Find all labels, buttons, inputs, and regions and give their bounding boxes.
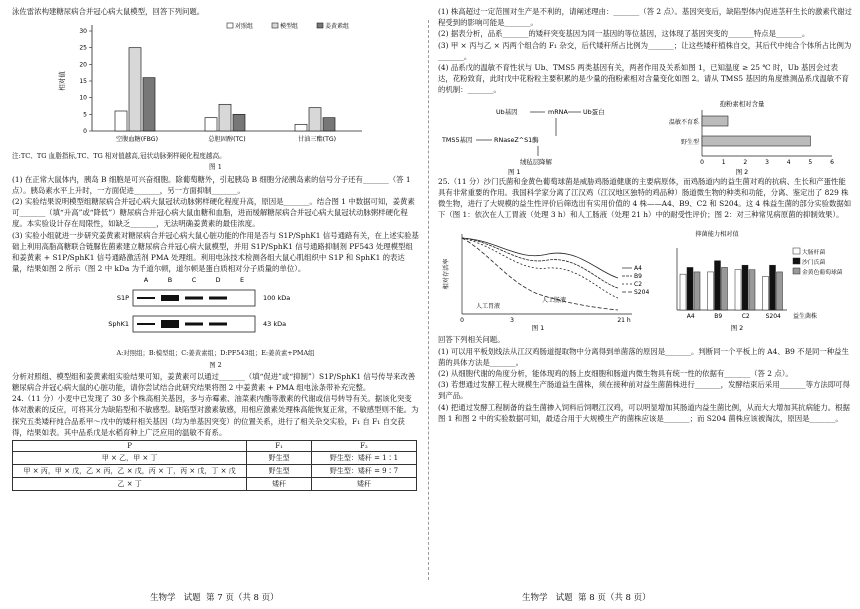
band — [185, 297, 203, 300]
band — [161, 295, 179, 301]
x-tick-label: 4 — [786, 158, 791, 166]
legend-label: 对照组 — [235, 23, 254, 31]
table-header: F₂ — [311, 441, 416, 452]
lane-label: D — [215, 276, 221, 285]
x-axis-label: 益生菌株 — [792, 313, 818, 321]
bar-模型组 — [129, 48, 141, 131]
phase-label: 人工胃液 — [476, 303, 501, 311]
sporopollenin-bar-chart — [642, 98, 852, 176]
figure-2-legend: A:对照组；B:模型组；C:姜黄素组；D:PF543组；E:姜黄素+PMA组 — [116, 349, 315, 358]
legend-label: 模型组 — [280, 23, 299, 31]
legend-swatch — [793, 268, 800, 274]
left-page — [0, 0, 425, 609]
question-r4: (4) 品系戊的温敏不育性状与 Ub、TMS5 两类基因有关，两者作用及关系如图 1，已知温度 ≥ 25 ℃ 时，Ub 基因会过表达，花粉致育，此时戊中花粉粒主要积累的是少量的孢粉素相对含量变化如图 2。请从 TMS5 基因的角度推测品系戊温敏不育的机制：_______。 — [438, 63, 849, 95]
x-tick-label: 21 h — [617, 317, 631, 325]
footer-page: 第 8 页（共 8 页） — [578, 593, 651, 603]
figure-2-caption: 图 2 — [209, 360, 222, 369]
table-cell: 乙 × 丁 — [13, 478, 247, 491]
band — [209, 297, 227, 300]
right-page — [432, 0, 860, 609]
legend-label: B9 — [634, 273, 642, 281]
band — [137, 297, 155, 299]
chart-title: 孢粉素相对含量 — [719, 99, 765, 108]
series-line-S204 — [462, 238, 618, 310]
pathway-diagram-svg — [438, 98, 618, 176]
pathway-diagram — [438, 98, 618, 176]
table-cell: 矮秆 — [247, 478, 312, 491]
legend-swatch — [317, 23, 323, 28]
phase-label: 人工肠液 — [542, 297, 567, 305]
bar-对照组 — [295, 125, 307, 132]
intro-text: 泳佐雷浓构建糖尿病合并冠心病大鼠模型，回答下列问题。 — [12, 7, 205, 16]
question-1: (1) 在正常大鼠体内，胰岛 B 细胞是可兴奋细胞。除葡萄糖外，引起胰岛 B 细胞分泌胰岛素的信号分子还有_______（答 1 点）。胰岛素水平上升时，一方面促进_______，另一方面抑制_______。 — [12, 174, 411, 195]
bar-金黄色葡萄球菌 — [722, 268, 728, 311]
legend-label: 姜黄素组 — [325, 23, 350, 31]
series-line-C2 — [462, 238, 618, 298]
question-3: (3) 实验小组就进一步研究姜黄素对糖尿病合并冠心病大鼠心脏功能的作用是否与 S1P/SphK1 信号通路有关，在上述实验基础上利用高脂高糖联合链脲佐菌素建立糖尿病合并冠心病大鼠模型，并用 S1P/SphK1 信号通路抑制剂 PF543 处理模型组和姜黄素 + S1P/SphK1 信号通路激活剂 PMA 处理组。利用电泳技术检测各组大鼠心肌组织中 S1P 和 SphK1 的表达量，结果如图 2 所示（图 2 中 kDa 为千道尔顿，道尔顿是蛋白质相对分子质量的单位）。 — [12, 230, 419, 274]
figure-caption: 图 2 — [730, 324, 744, 333]
question-2: (2) 实验结果说明模型组糖尿病合并冠心病大鼠冠状动脉粥样硬化程度升高，原因是_______。结合图 1 中数据可知，姜黄素可_______（填“升高”或“降低”）糖尿病合并冠心病大鼠血糖和血脂，进而缓解糖尿病合并冠心病大鼠冠状动脉粥样硬化程度。本实验设计存在局限性，如缺乏_______，无法明确姜黄素的最佳浓度。 — [12, 197, 415, 229]
table-cell: 野生型：矮秆 = 1∶1 — [311, 452, 416, 465]
category-label: A4 — [686, 313, 695, 321]
bar-label: 温敏不育系 — [668, 118, 699, 126]
x-tick-label: 1 — [721, 158, 726, 166]
band — [137, 323, 155, 325]
bar-大肠杆菌 — [680, 275, 686, 311]
tapetum-label: 绒毡层降解 — [520, 157, 552, 166]
figure-1-caption: 图 1 — [209, 163, 222, 172]
question-25-2: (2) 从细胞代谢的角度分析，能体现鸡的肠上皮细胞和肠道内微生物具有统一性的依据有_______（答 2 点）。 — [438, 369, 793, 379]
page-divider — [428, 20, 429, 580]
figure-2-electrophoresis — [92, 274, 419, 348]
row-label: S1P — [116, 294, 129, 303]
tms5-label: TMS5基因 — [442, 135, 473, 144]
table-header: P — [13, 441, 247, 452]
figure-caption: 图 1 — [531, 324, 545, 333]
legend-label: A4 — [634, 265, 642, 273]
ub-protein-label: Ub蛋白 — [583, 107, 605, 116]
x-tick-label: 5 — [808, 158, 813, 166]
category-label: S204 — [765, 313, 781, 321]
question-r2: (2) 据表分析，品系_______的矮秆突变基因为同一基因的等位基因，这体现了基因突变的_______特点是_______。 — [438, 29, 810, 39]
bar-大肠杆菌 — [735, 270, 741, 310]
question-25-3: (3) 若想通过发酵工程大规模生产肠道益生菌株，须在接种前对益生菌菌株进行_______，发酵结束后采用_______等方法即可得到产品。 — [438, 380, 850, 401]
y-axis-label: 相对存活率 — [443, 258, 450, 290]
x-tick-label: 3 — [510, 317, 514, 325]
bar-金黄色葡萄球菌 — [694, 272, 700, 310]
bar-沙门氏菌 — [770, 266, 776, 311]
answer-intro: 回答下列相关问题。 — [438, 335, 505, 345]
size-label: 100 kDa — [263, 294, 291, 303]
legend-swatch — [272, 23, 278, 28]
category-label: 总胆固醇(TC) — [208, 136, 246, 144]
category-label: 甘油三酯(TG) — [297, 136, 337, 144]
mrna-label: mRNA — [548, 107, 568, 116]
footer-page: 第 7 页（共 8 页） — [206, 593, 279, 603]
size-label: 43 kDa — [263, 320, 287, 329]
legend-label: 沙门氏菌 — [802, 260, 826, 267]
footer-subject: 生物学 — [150, 593, 176, 603]
x-tick-label: 2 — [743, 158, 748, 166]
bar-对照组 — [205, 118, 217, 131]
x-tick-label: 6 — [830, 158, 834, 166]
legend-swatch — [793, 248, 800, 254]
ub-gene-label: Ub基因 — [496, 107, 518, 116]
table-row — [13, 478, 417, 491]
y-tick-label: 15 — [79, 78, 87, 86]
probiotic-figures-row — [438, 222, 852, 334]
figure-1-svg — [52, 19, 382, 147]
lane-label: B — [167, 276, 173, 285]
bar-沙门氏菌 — [742, 266, 748, 311]
bar-金黄色葡萄球菌 — [749, 270, 755, 310]
y-tick-label: 5 — [83, 111, 87, 119]
lane-label: C — [191, 276, 197, 285]
x-tick-label: 3 — [765, 158, 769, 166]
legend-label: 金黄色葡萄球菌 — [802, 270, 843, 277]
bar — [702, 116, 728, 126]
bar-大肠杆菌 — [763, 277, 769, 311]
category-label: B9 — [714, 313, 723, 321]
band — [185, 323, 203, 326]
table-cell: 矮秆 — [311, 478, 416, 491]
band — [209, 323, 227, 326]
category-label: C2 — [741, 313, 750, 321]
bar-姜黄素组 — [323, 118, 335, 131]
bar — [702, 136, 810, 146]
figure-caption: 图 2 — [735, 167, 749, 176]
question-25-4: (4) 把通过发酵工程制备的益生菌掺入饲料后饲喂江汉鸡，可以明显增加其肠道内益生菌比例，从而大大增加其抗病能力。根据图 1 和图 2 中的实验数据可知，最适合用于大规模生产的菌株应该是_______；而 S204 菌株应该被淘汰，原因是_______。 — [438, 402, 850, 423]
band — [161, 320, 179, 328]
bar-label: 野生型 — [680, 138, 699, 146]
bar-大肠杆菌 — [708, 272, 714, 310]
legend-label: 大肠杆菌 — [802, 250, 826, 257]
figure-caption: 图 1 — [508, 167, 521, 176]
cross-results-table — [12, 440, 417, 491]
bar-姜黄素组 — [233, 115, 245, 132]
left-footer — [150, 591, 279, 603]
question-25-1: (1) 可以用平板划线法从江汉鸡肠道提取物中分离得到单菌落的原因是_______。判断同一个平板上的 A4、B9 不是同一种益生菌的具体方法是_______。 — [438, 346, 849, 367]
table-cell: 甲 × 丙，甲 × 戊，乙 × 丙，乙 × 戊，丙 × 丁，丙 × 戊，丁 × 戊 — [13, 465, 247, 478]
legend-swatch — [793, 258, 800, 264]
question-25-intro: 25.（11 分）沙门氏菌和金黄色葡萄球菌是威胁鸡肠道健康的主要病原体，而鸡肠道内的益生菌对鸡的抗病、生长和产蛋性能具有非常重要的作用。我国科学家分离了江汉鸡（江汉地区独特的鸡品种）肠道微生物的种类和功能，分离、鉴定出了 829 株微生物，进行了大规模的益生性评价后筛选出有实用价值的 4 株——A4、B9、C2 和 S204。这 4 株益生菌的部分实验数据如下（图 1：依次在人工胃液（处理 3 h）和人工肠液（处理 21 h）中的耐受性评价；图 2：对三种常见病原菌的抑制效果）。 — [438, 176, 852, 220]
lane-label: A — [143, 276, 149, 285]
table-cell: 野生型 — [247, 465, 312, 478]
inhibition-bar-chart — [657, 222, 852, 334]
question-r1: (1) 株高超过一定范围对生产是不利的，请阐述理由：_______（答 2 点）。基因突变后，缺陷型体内促进茎秆生长的激素代谢过程受到的影响可能是_______。 — [438, 7, 852, 28]
y-axis-label: 相对值 — [58, 71, 66, 91]
table-row — [13, 452, 417, 465]
survival-line-chart — [438, 222, 653, 334]
figure-2-svg — [92, 274, 362, 348]
table-cell: 甲 × 乙，甲 × 丁 — [13, 452, 247, 465]
bar-沙门氏菌 — [687, 268, 693, 311]
series-line-B9 — [462, 238, 618, 288]
bar-沙门氏菌 — [715, 261, 721, 310]
figure-1-note: 注:TC、TG 血脂指标,TC、TG 相对值越高,冠状动脉粥样硬化程度越高。 — [12, 152, 226, 161]
bar-模型组 — [219, 105, 231, 132]
bar-模型组 — [309, 108, 321, 131]
table-header: F₁ — [247, 441, 312, 452]
chart-title: 抑菌能力相对值 — [695, 231, 739, 239]
y-tick-label: 10 — [79, 94, 87, 102]
right-footer — [522, 591, 651, 603]
question-3b: 分析对照组、模型组和姜黄素组实验结果可知，姜黄素可以通过_______（填“促进”或“抑制”）S1P/SphK1 信号传导来改善糖尿病合并冠心病大鼠的心脏功能，请你尝试结合此研究结果将图 2 中姜黄素 + PMA 组电泳条带补充完整。 — [12, 371, 416, 393]
question-r3: (3) 甲 × 丙与乙 × 丙两个组合的 F₁ 杂交，后代矮秆所占比例为_______；让这些矮秆植株自交，其后代中纯合个体所占比例为_______。 — [438, 40, 852, 61]
table-cell: 野生型 — [247, 452, 312, 465]
y-tick-label: 20 — [79, 61, 87, 69]
x-tick-label: 0 — [700, 158, 704, 166]
table-header-row — [13, 441, 417, 452]
sporopollenin-chart-svg — [642, 98, 852, 176]
table-row — [13, 465, 417, 478]
legend-label: C2 — [634, 281, 643, 289]
bar-姜黄素组 — [143, 78, 155, 131]
footer-subject: 生物学 — [522, 593, 548, 603]
question-24-intro: 24.（11 分）小麦中已发现了 30 多个株高相关基因，多与赤霉素、油菜素内酯等激素的代谢或信号转导有关。据该化突变体对激素的反应，可将其分为缺陷型和不敏感型。缺陷型对激素敏感，用相应激素处理株高能恢复正常，不敏感型则不能。为探究五类矮秆纯合品系甲～戊中的矮秆相关基因（均为单基因突变）的位置关系，进行了相关杂交实验，F₁ 自 F₁ 自交获得，结果如表。其中品系戊是水稻育种上广泛应用的温敏不育系。 — [12, 394, 419, 437]
right-figures-row — [438, 98, 852, 176]
y-tick-label: 25 — [79, 44, 87, 52]
legend-swatch — [227, 23, 233, 28]
legend-label: S204 — [634, 289, 650, 297]
x-tick-label: 0 — [460, 317, 464, 325]
y-tick-label: 30 — [79, 28, 87, 36]
category-label: 空腹血糖(FBG) — [115, 136, 159, 144]
bar-金黄色葡萄球菌 — [777, 272, 783, 310]
footer-label: 试题 — [555, 593, 573, 603]
figure-1-bar-chart — [52, 19, 419, 151]
y-tick-label: 0 — [83, 128, 87, 136]
rnase-label: RNaseZ^S1酶 — [494, 135, 539, 144]
table-cell: 野生型：矮秆 = 9∶7 — [311, 465, 416, 478]
footer-label: 试题 — [183, 593, 201, 603]
bar-对照组 — [115, 111, 127, 131]
row-label: SphK1 — [108, 320, 129, 329]
lane-label: E — [239, 276, 245, 285]
